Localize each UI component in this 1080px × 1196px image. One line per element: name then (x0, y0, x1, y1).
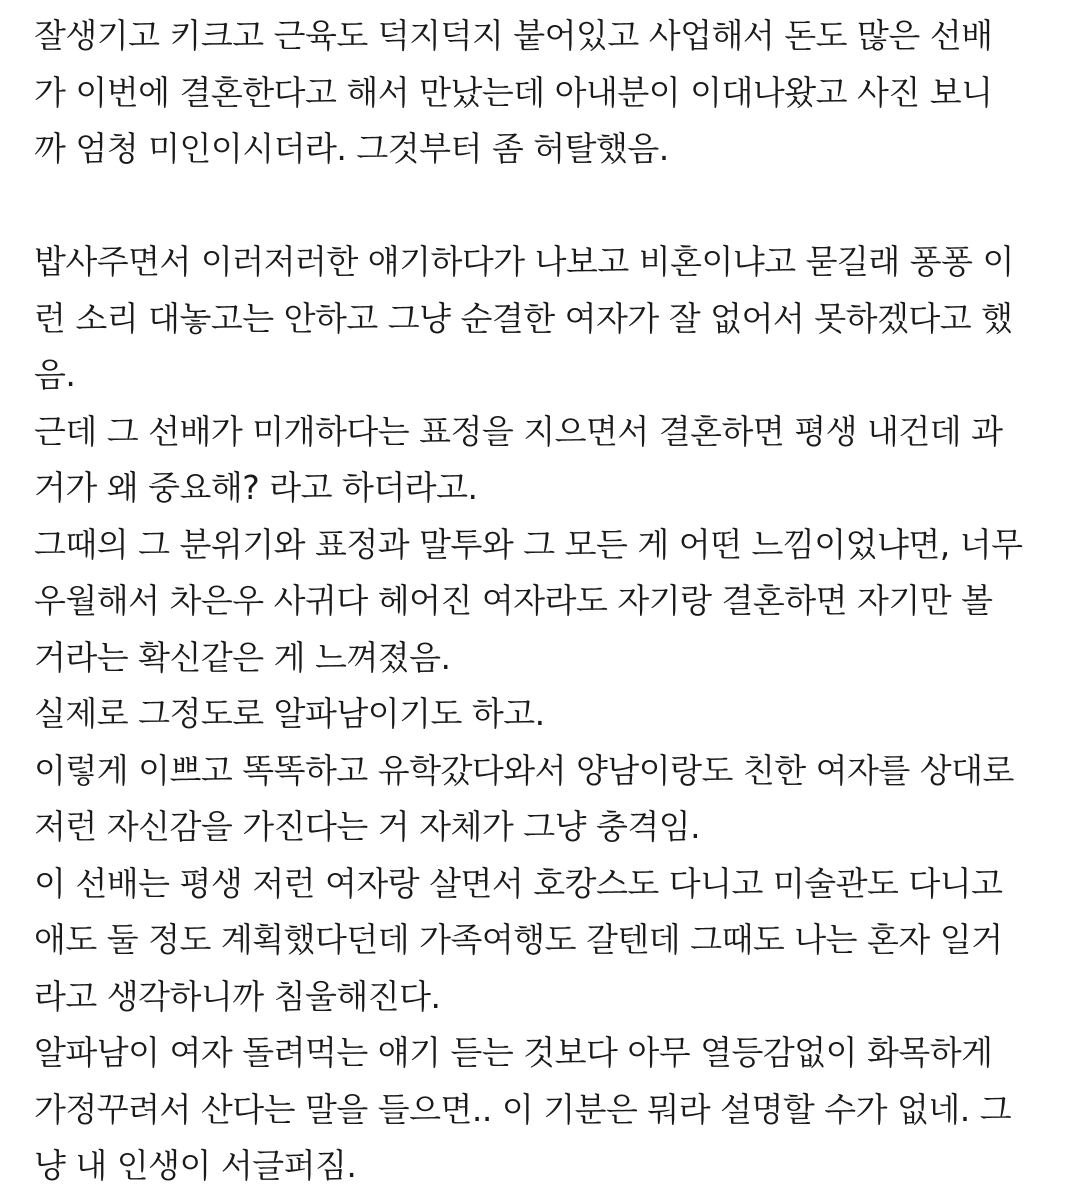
paragraph-intro: 잘생기고 키크고 근육도 덕지덕지 붙어있고 사업해서 돈도 많은 선배 가 이번에 결혼한다고 해서 만났는데 아내분이 이대나왔고 사진 보니 까 엄청 미인이시더라. 그것부터 좀 허탈했음. (34, 16, 993, 168)
paragraph-confidence: 이렇게 이쁘고 똑똑하고 유학갔다와서 양남이랑도 친한 여자를 상대로 저런 자신감을 가진다는 거 자체가 그냥 충격임. (34, 750, 1014, 846)
paragraph-spacer (34, 178, 1054, 235)
paragraph-alpha: 실제로 그정도로 알파남이기도 하고. (34, 694, 545, 733)
paragraph-impression: 그때의 그 분위기와 표정과 말투와 그 모든 게 어떤 느낌이었냐면, 너무 우월해서 차은우 사귀다 헤어진 여자라도 자기랑 결혼하면 자기만 볼 거라는 확신같은 게 느껴졌음. (34, 524, 1023, 677)
paragraph-dinner-talk: 밥사주면서 이러저러한 얘기하다가 나보고 비혼이냐고 묻길래 퐁퐁 이 런 소리 대놓고는 안하고 그냥 순결한 여자가 잘 없어서 못하겠다고 했 음. (34, 242, 1014, 394)
paragraph-future-plans: 이 선배는 평생 저런 여자랑 살면서 호캉스도 다니고 미술관도 다니고 애도 둘 정도 계획했다던데 가족여행도 갈텐데 그때도 나는 혼자 일거 라고 생각하니까 침울해진다. (34, 863, 1003, 1016)
paragraph-conclusion: 알파남이 여자 돌려먹는 얘기 듣는 것보다 아무 열등감없이 화목하게 가정꾸려서 산다는 말을 들으면.. 이 기분은 뭐라 설명할 수가 없네. 그 냥 내 인생이 서글퍼짐. (34, 1033, 1012, 1185)
paragraph-senior-reply: 근데 그 선배가 미개하다는 표정을 지으면서 결혼하면 평생 내건데 과 거가 왜 중요해? 라고 하더라고. (34, 411, 1003, 507)
post-body (34, 8, 1054, 1195)
